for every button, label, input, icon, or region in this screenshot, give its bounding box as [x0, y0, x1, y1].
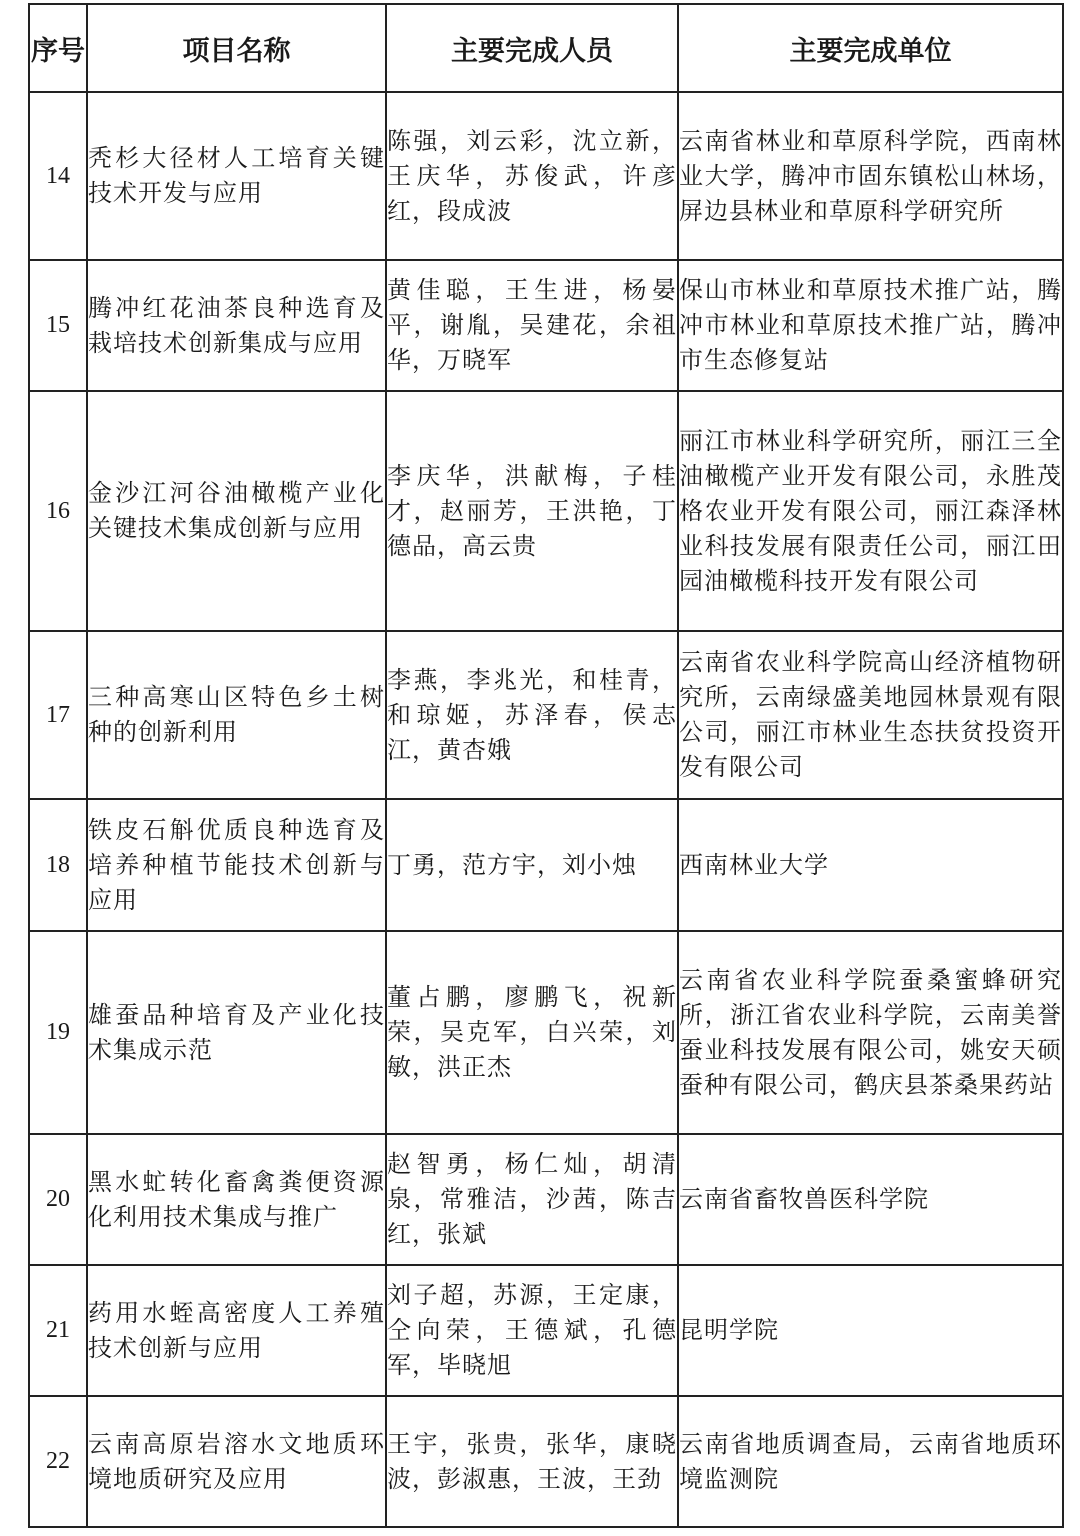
table-row	[29, 391, 1063, 631]
project-name: 雄蚕品种培育及产业化技术集成示范	[87, 931, 386, 1134]
header-main-contributors: 主要完成人员	[386, 4, 678, 92]
project-name: 药用水蛭高密度人工养殖技术创新与应用	[87, 1265, 386, 1396]
completing-units: 云南省地质调查局，云南省地质环境监测院	[678, 1396, 1063, 1527]
completing-units: 昆明学院	[678, 1265, 1063, 1396]
row-number: 15	[29, 260, 87, 391]
completing-units: 云南省林业和草原科学院，西南林业大学，腾冲市固东镇松山林场，屏边县林业和草原科学研究所	[678, 92, 1063, 260]
contributors: 李庆华，洪献梅，子桂才，赵丽芳，王洪艳，丁德品，高云贵	[386, 391, 678, 631]
contributors: 陈强，刘云彩，沈立新，王庆华，苏俊武，许彦红，段成波	[386, 92, 678, 260]
table-row	[29, 1396, 1063, 1527]
contributors: 赵智勇，杨仁灿，胡清泉，常雅洁，沙茜，陈吉红，张斌	[386, 1134, 678, 1265]
table-row	[29, 1265, 1063, 1396]
completing-units: 西南林业大学	[678, 799, 1063, 931]
completing-units: 保山市林业和草原技术推广站，腾冲市林业和草原技术推广站，腾冲市生态修复站	[678, 260, 1063, 391]
table-row	[29, 931, 1063, 1134]
contributors: 黄佳聪，王生进，杨晏平，谢胤，吴建花，余祖华，万晓军	[386, 260, 678, 391]
row-number: 16	[29, 391, 87, 631]
project-name: 云南高原岩溶水文地质环境地质研究及应用	[87, 1396, 386, 1527]
completing-units: 云南省农业科学院高山经济植物研究所，云南绿盛美地园林景观有限公司，丽江市林业生态扶贫投资开发有限公司	[678, 631, 1063, 799]
project-name: 黑水虻转化畜禽粪便资源化利用技术集成与推广	[87, 1134, 386, 1265]
contributors: 王宇，张贵，张华，康晓波，彭淑惠，王波，王劲	[386, 1396, 678, 1527]
project-name: 腾冲红花油茶良种选育及栽培技术创新集成与应用	[87, 260, 386, 391]
completing-units: 云南省农业科学院蚕桑蜜蜂研究所，浙江省农业科学院，云南美誉蚕业科技发展有限公司，姚安天硕蚕种有限公司，鹤庆县茶桑果药站	[678, 931, 1063, 1134]
contributors: 董占鹏，廖鹏飞，祝新荣，吴克军，白兴荣，刘敏，洪正杰	[386, 931, 678, 1134]
project-name: 金沙江河谷油橄榄产业化关键技术集成创新与应用	[87, 391, 386, 631]
header-main-units: 主要完成单位	[678, 4, 1063, 92]
header-row	[29, 4, 1063, 92]
completing-units: 丽江市林业科学研究所，丽江三全油橄榄产业开发有限公司，永胜茂格农业开发有限公司，丽江森泽林业科技发展有限责任公司，丽江田园油橄榄科技开发有限公司	[678, 391, 1063, 631]
awards-table	[28, 3, 1064, 1528]
row-number: 21	[29, 1265, 87, 1396]
project-name: 铁皮石斛优质良种选育及培养种植节能技术创新与应用	[87, 799, 386, 931]
header-serial-number: 序号	[29, 4, 87, 92]
row-number: 17	[29, 631, 87, 799]
table-row	[29, 1134, 1063, 1265]
contributors: 刘子超，苏源，王定康，仝向荣，王德斌，孔德军，毕晓旭	[386, 1265, 678, 1396]
table-row	[29, 631, 1063, 799]
project-name: 秃杉大径材人工培育关键技术开发与应用	[87, 92, 386, 260]
table-row	[29, 799, 1063, 931]
header-project-name: 项目名称	[87, 4, 386, 92]
table-row	[29, 260, 1063, 391]
row-number: 18	[29, 799, 87, 931]
contributors: 李燕，李兆光，和桂青，和琼姬，苏泽春，侯志江，黄杏娥	[386, 631, 678, 799]
row-number: 20	[29, 1134, 87, 1265]
row-number: 14	[29, 92, 87, 260]
row-number: 19	[29, 931, 87, 1134]
project-name: 三种高寒山区特色乡土树种的创新利用	[87, 631, 386, 799]
completing-units: 云南省畜牧兽医科学院	[678, 1134, 1063, 1265]
table-row	[29, 92, 1063, 260]
contributors: 丁勇，范方宇，刘小烛	[386, 799, 678, 931]
row-number: 22	[29, 1396, 87, 1527]
